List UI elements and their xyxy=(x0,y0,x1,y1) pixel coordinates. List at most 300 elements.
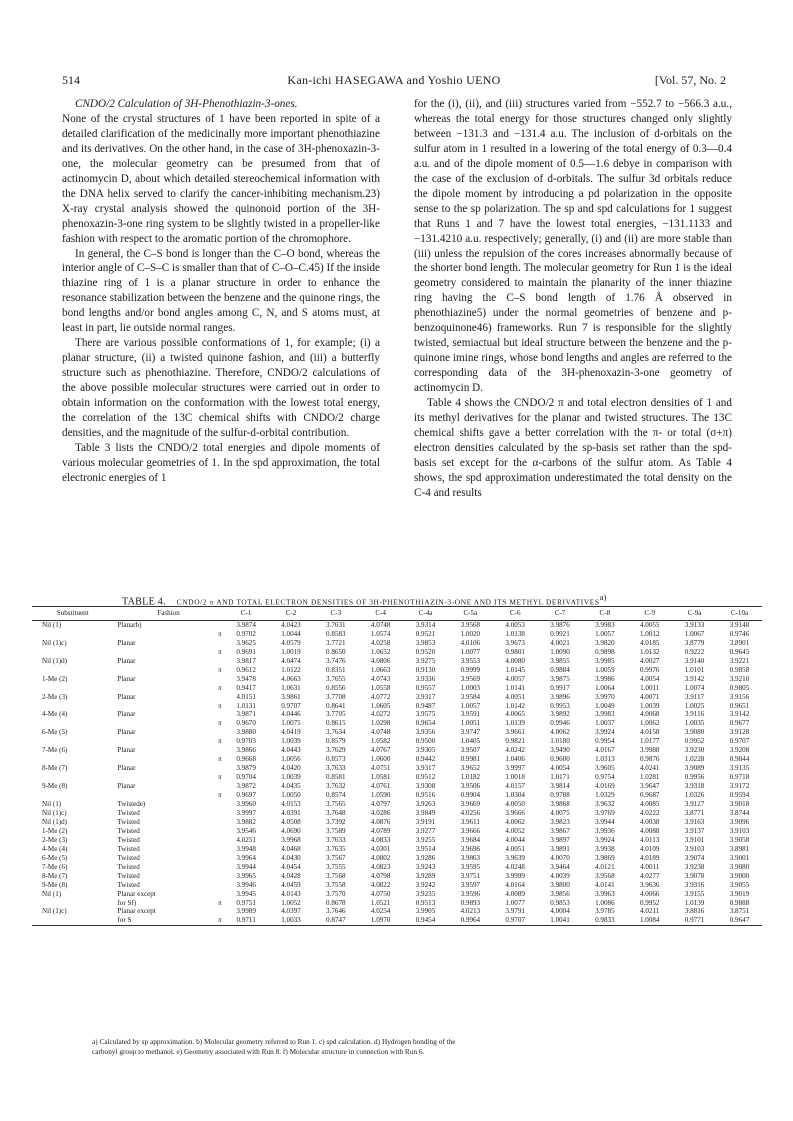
table-cell: 1.0581 xyxy=(370,773,391,782)
table-cell: 3.9872 xyxy=(236,782,256,791)
table-cell xyxy=(211,845,224,854)
table-cell: 0.9821 xyxy=(505,737,525,746)
table-cell: Nil (1)c) xyxy=(42,808,67,817)
table-cell: 1.0281 xyxy=(639,773,660,782)
table-cell: 3.9863 xyxy=(460,853,481,862)
table-cell: 3.9137 xyxy=(684,826,705,835)
table-cell: 3.9058 xyxy=(729,835,750,844)
table-cell: 3.9669 xyxy=(460,800,481,809)
table-cell xyxy=(32,666,113,675)
table-cell: 3.9242 xyxy=(415,880,436,889)
table-cell: 3.9647 xyxy=(639,782,660,791)
table-cell: 3.9255 xyxy=(415,835,436,844)
table-caption-note-mark: a) xyxy=(599,592,607,602)
table-cell: 0.9222 xyxy=(684,647,705,656)
table-cell: 1.0090 xyxy=(550,647,570,656)
table-cell xyxy=(113,702,210,711)
table-cell xyxy=(211,764,224,773)
table-cell: 0.9833 xyxy=(595,916,615,925)
table-cell: 4.0833 xyxy=(370,835,391,844)
table-cell xyxy=(211,657,224,666)
table-cell: Nil (1)c) xyxy=(42,638,67,647)
table-cell: 3.9876 xyxy=(550,620,570,629)
table-cell: 4.0428 xyxy=(281,871,301,880)
table-cell: 1.0139 xyxy=(505,719,525,728)
table-cell: 3.9924 xyxy=(595,835,615,844)
table-cell: 0.9801 xyxy=(505,647,525,656)
table-cell: 3.7631 xyxy=(326,620,346,629)
table-cell: 1.0329 xyxy=(595,791,615,800)
table-cell xyxy=(211,728,224,737)
table-cell: 1.0521 xyxy=(370,898,391,907)
table-cell: 4.0420 xyxy=(281,764,301,773)
table-cell: 4.0750 xyxy=(370,889,391,898)
table-cell: 0.9981 xyxy=(460,755,481,764)
table-cell: 4.0143 xyxy=(281,889,301,898)
table-cell: 0.9746 xyxy=(729,629,750,638)
table-cell: 3.9103 xyxy=(729,826,750,835)
table-cell: Twisted xyxy=(117,853,140,862)
table-cell: π xyxy=(218,719,222,728)
table-cell: 1.0037 xyxy=(595,719,615,728)
table-cell: 1-Me (2) xyxy=(42,674,68,683)
table-cell: 1.0652 xyxy=(370,647,391,656)
table-cell: 2-Me (3) xyxy=(42,835,68,844)
table-cell: 3.9800 xyxy=(550,880,570,889)
table-cell: 3.9514 xyxy=(415,844,436,853)
table-cell: 4.0089 xyxy=(505,889,525,898)
table-row xyxy=(32,773,762,782)
table-cell xyxy=(211,890,224,899)
table-cell: 0.8650 xyxy=(326,647,346,656)
table-cell: 4.0419 xyxy=(281,728,301,737)
table-cell xyxy=(211,782,224,791)
table-cell: 4.0070 xyxy=(550,853,570,862)
table-cell: 0.9954 xyxy=(595,737,615,746)
table-cell: 4.0088 xyxy=(639,826,660,835)
table-cell: 1.0074 xyxy=(684,683,705,692)
table-cell: Planarb) xyxy=(117,620,142,629)
column-header: C-4a xyxy=(418,609,433,617)
table-row xyxy=(32,818,762,827)
table-header-row xyxy=(32,607,762,621)
table-cell: 4.0286 xyxy=(370,808,391,817)
table-cell: 1.0062 xyxy=(639,719,660,728)
table-caption-title: CNDO/2 π AND TOTAL ELECTRON DENSITIES OF 3H-PHENOTHIAZIN-3-ONE AND ITS METHYL DERIVATIVES xyxy=(176,597,600,607)
table-cell: Twisted xyxy=(117,880,140,889)
table-cell: 3.9986 xyxy=(595,674,615,683)
table-cell: 4.0423 xyxy=(281,620,301,629)
column-header: C-7 xyxy=(554,609,566,617)
table-cell: 3.9478 xyxy=(236,674,256,683)
table-cell: 0.9512 xyxy=(415,773,436,782)
table-cell: 1-Me (2) xyxy=(42,826,68,835)
section-heading: CNDO/2 Calculation of 3H-Phenothiazin-3-ones. xyxy=(75,98,298,110)
table-footnotes xyxy=(92,1037,732,1056)
running-authors: Kan-ichi HASEGAWA and Yoshio UENO xyxy=(287,73,501,87)
table-cell: π xyxy=(218,647,222,656)
paragraph: for the (i), (ii), and (iii) structures varied from −552.7 to −566.3 a.u., whereas the total energy for those structures changed only slightly between −131.3 and −131.4 a.u. The inclusion of d-orbitals on the sulfur atom in 1 resulted in a lowering of the total energy of 0.3—0.4 a.u. and of the dipole moment of 0.5—1.6 debye in comparison with the case of the exclusion of d-orbitals. The sulfur 3d orbitals reduce the dipole moment by introducing a pd polarization in the opposite sense to the sp polarization. The sp and spd calculations for 1 suggest that Runs 1 and 7 have the lowest total energies, −131.1133 and −131.4210 a.u. respectively; generally, (i) and (ii) are more stable than (iii) unless the repulsion of the cores increases abnormally because of the shorter bond length. The molecular geometry for Run 1 is the ideal geometry considered to maintain the planarity of the inner thiazine ring having the C–S bond length of 1.76 Å observed in phenothiazine5) under the normal geometries of benzene and p-benzoquinone46) frameworks. Run 7 is responsible for the slightly twisted, semiactual but ideal structure between the benzene and the p-quinone imine rings, whose bond lengths and angles are referred to the corresponding data of the 3H-phenoxazin-3-one geometry of actinomycin D. xyxy=(414,98,732,395)
table-cell: 1.0132 xyxy=(639,647,660,656)
table-cell: 3.8816 xyxy=(684,907,705,916)
table-cell: 4.0241 xyxy=(639,764,660,773)
table-cell: 0.8556 xyxy=(326,683,346,692)
table-cell xyxy=(113,773,210,782)
table-cell: 3.9875 xyxy=(550,674,570,683)
table-cell: 1.0605 xyxy=(370,701,391,710)
table-cell: 3.9596 xyxy=(460,889,481,898)
table-cell: 0.9956 xyxy=(684,773,705,782)
table-cell: 3.9316 xyxy=(684,880,705,889)
table-cell: 0.9647 xyxy=(729,916,750,925)
table-row xyxy=(32,890,762,899)
table-cell: 3.7565 xyxy=(326,800,346,809)
table-cell: 3.9275 xyxy=(415,656,436,665)
table-cell: 3.9210 xyxy=(729,674,750,683)
table-cell: 4.0211 xyxy=(640,907,660,916)
table-cell: Nil (1)d) xyxy=(42,817,68,826)
table-cell: 1.0142 xyxy=(505,701,525,710)
table-cell: Twisted xyxy=(117,862,140,871)
table-cell xyxy=(211,836,224,845)
table-cell: 0.9130 xyxy=(415,665,436,674)
table-cell: 4.0157 xyxy=(505,782,525,791)
table-cell: 4.0109 xyxy=(639,844,660,853)
table-cell: 1.0025 xyxy=(684,701,705,710)
table-cell: 0.9788 xyxy=(550,791,570,800)
table-cell: 3.9142 xyxy=(684,674,705,683)
table-cell: 1.0057 xyxy=(595,629,615,638)
table-cell: Twisted xyxy=(117,808,140,817)
table-cell xyxy=(211,907,224,916)
table-row xyxy=(32,836,762,845)
table-cell: 0.9952 xyxy=(684,737,705,746)
table-cell: 3.9997 xyxy=(236,808,256,817)
table-cell: 1.0138 xyxy=(505,629,525,638)
table-cell: 3.9156 xyxy=(729,692,750,701)
table-cell: 3.9960 xyxy=(236,800,256,809)
paragraph: In general, the C–S bond is longer than the C–O bond, whereas the interior angle of C–S–C is smaller than that of C–O–C.45) If the inside thiazine ring of 1 is a planar structure in order to enhance the resonance stabilization between the benzene and the quinone rings, the bond lengths and/or bond angles among C, N, and S atoms must, at least in part, lie outside normal ranges. xyxy=(62,247,380,335)
table-cell: 1.0003 xyxy=(460,683,481,692)
table-cell xyxy=(211,800,224,809)
table-caption-label: TABLE 4. xyxy=(122,596,166,608)
table-cell: 4.0169 xyxy=(595,782,615,791)
column-header: Fashion xyxy=(157,609,180,617)
table-cell: 3.9666 xyxy=(505,808,525,817)
table-cell: 0.9697 xyxy=(236,791,256,800)
table-cell: 3.9983 xyxy=(595,710,615,719)
table-cell: 3.7392 xyxy=(326,817,346,826)
table-cell: 3.9666 xyxy=(460,826,481,835)
table-row xyxy=(32,693,762,702)
table-cell: 3.9096 xyxy=(729,817,750,826)
table-cell: 3.9696 xyxy=(460,844,481,853)
table-cell: 0.9805 xyxy=(729,683,750,692)
table-cell: 3.7567 xyxy=(326,853,346,862)
table-cell: Planar xyxy=(117,674,136,683)
table-cell: 4.0050 xyxy=(505,800,525,809)
paragraph: None of the crystal structures of 1 have been reported in spite of a detailed clarification of the medicinally more important phenothiazine and its derivatives. On the other hand, in the case of 3H-phenoxazin-3-one, the molecular geometry can be presumed from that of actinomycin D, about which detailed stereochemical information with the DNA helix served to clarify the cancer-inhibiting mechanism.23) X-ray crystal analysis showed the quinonoid portion of the 3H-phenoxazin-3-one ring system to be slightly twisted in a propeller-like fashion with respect to the aromatic portion of the chromophore. xyxy=(62,112,380,245)
table-cell: 4.0053 xyxy=(505,620,525,629)
table-cell xyxy=(211,827,224,836)
table-cell: 4.0071 xyxy=(639,692,660,701)
table-cell: Twisted xyxy=(117,817,140,826)
table-cell: 4.0057 xyxy=(505,674,525,683)
table-cell: 3.7632 xyxy=(326,782,346,791)
table-cell: 3.9490 xyxy=(550,746,570,755)
table-cell: 1.0064 xyxy=(595,683,615,692)
table-cell: 3.9055 xyxy=(729,880,750,889)
table-cell: 3.9948 xyxy=(236,844,256,853)
table-cell: 4.0806 xyxy=(370,656,391,665)
table-cell: 4.0748 xyxy=(370,728,391,737)
table-cell: 1.0182 xyxy=(460,773,481,782)
table-cell: 0.9651 xyxy=(729,701,750,710)
table-cell: 4.0258 xyxy=(370,638,391,647)
table-cell: 1.0145 xyxy=(505,665,525,674)
table-cell xyxy=(32,737,113,746)
table-cell: 3.9019 xyxy=(729,889,750,898)
table-cell: 4.0113 xyxy=(640,835,660,844)
table-cell: 3.9103 xyxy=(684,844,705,853)
table-cell: 3.9989 xyxy=(236,907,256,916)
table-cell: 0.9704 xyxy=(236,773,256,782)
table-body xyxy=(32,620,762,925)
table-cell: 0.9711 xyxy=(236,916,256,925)
table-cell: 0.9751 xyxy=(236,898,256,907)
table-cell: Nil (1) xyxy=(42,800,62,809)
table-cell: 3.9591 xyxy=(460,710,481,719)
table-cell: 3.9314 xyxy=(415,620,436,629)
table-cell: 3.9506 xyxy=(460,782,481,791)
table-cell: 1.0313 xyxy=(595,755,615,764)
table-cell: 3.9191 xyxy=(415,817,436,826)
table-cell: Planar xyxy=(117,710,136,719)
table-cell: 4.0823 xyxy=(370,862,391,871)
table-cell: 0.9594 xyxy=(729,791,750,800)
table-cell: 3.9823 xyxy=(550,817,570,826)
table-cell: 3.9575 xyxy=(415,710,436,719)
table-cell: 3.8901 xyxy=(729,638,750,647)
table-cell: 3.7634 xyxy=(326,728,346,737)
table-cell: 4.0213 xyxy=(460,907,481,916)
table-cell: 0.8351 xyxy=(326,665,346,674)
table-cell: 4.0789 xyxy=(370,826,391,835)
table-cell: 0.9687 xyxy=(639,791,660,800)
table-cell xyxy=(113,648,210,657)
column-header: C-3 xyxy=(330,609,342,617)
table-cell: π xyxy=(218,737,222,746)
table-row xyxy=(32,764,762,773)
table-cell: 4.0062 xyxy=(550,728,570,737)
table-cell: 1.0049 xyxy=(595,701,615,710)
table-cell: 3.9869 xyxy=(595,853,615,862)
table-cell: 3.7721 xyxy=(326,638,346,647)
table-cell: 3.9595 xyxy=(460,862,481,871)
table-cell: 3.9874 xyxy=(236,620,256,629)
table-cell: 3.9944 xyxy=(595,817,615,826)
table-cell xyxy=(32,916,113,925)
table-cell: 3.9101 xyxy=(684,835,705,844)
table-cell: 1.0041 xyxy=(550,916,570,925)
table-cell: 3.9856 xyxy=(550,889,570,898)
table-cell: 1.0057 xyxy=(460,701,481,710)
table-cell: 4.0051 xyxy=(505,692,525,701)
table-cell: 0.9487 xyxy=(415,701,436,710)
table-cell: 3.9652 xyxy=(460,764,481,773)
table-cell: 0.9557 xyxy=(415,683,436,692)
table-row xyxy=(32,827,762,836)
table-cell: 4.0038 xyxy=(639,817,660,826)
table-row xyxy=(32,719,762,728)
table-cell: 4.0443 xyxy=(281,746,301,755)
table-cell: 3.9625 xyxy=(236,638,256,647)
table-cell: 3.9855 xyxy=(550,656,570,665)
table-cell: 1.0171 xyxy=(550,773,570,782)
table-cell: 1.0020 xyxy=(460,629,481,638)
table-cell: 4.0066 xyxy=(639,889,660,898)
table-cell: 0.9600 xyxy=(550,755,570,764)
table-cell: 0.9893 xyxy=(460,898,481,907)
table-cell: Planar xyxy=(117,764,136,773)
table-cell: 4.0761 xyxy=(370,782,391,791)
table-cell: 3.9230 xyxy=(684,746,705,755)
table-cell: 3.7635 xyxy=(326,844,346,853)
table-cell: for Sf) xyxy=(117,898,137,907)
table-cell: 0.9516 xyxy=(415,791,436,800)
table-cell: 4.0062 xyxy=(505,817,525,826)
table-cell: 0.9707 xyxy=(729,737,750,746)
table-cell: 4.0189 xyxy=(639,853,660,862)
table-cell: 4.0085 xyxy=(639,800,660,809)
table-cell xyxy=(211,639,224,648)
table-cell: 0.9754 xyxy=(595,773,615,782)
table-cell: 4.0251 xyxy=(236,835,256,844)
table-cell: 3.9997 xyxy=(505,764,525,773)
table-cell: 4.0185 xyxy=(639,638,660,647)
table-cell: 3.9116 xyxy=(684,710,705,719)
table-cell: 3.9820 xyxy=(595,638,615,647)
table-cell: 1.0018 xyxy=(505,773,525,782)
table-cell: 0.9442 xyxy=(415,755,436,764)
table-cell: 3.9896 xyxy=(550,692,570,701)
table-cell: 4.0301 xyxy=(370,844,391,853)
table-cell: 3.9000 xyxy=(729,871,750,880)
table-cell: 0.8581 xyxy=(326,773,346,782)
table-cell: 3.9277 xyxy=(415,826,436,835)
table-cell: 0.9888 xyxy=(729,898,750,907)
table-cell: 0.9964 xyxy=(460,916,481,925)
table-cell: 3.7633 xyxy=(326,835,346,844)
table-row xyxy=(32,684,762,693)
table-cell: 4.0748 xyxy=(370,620,391,629)
footnote-line: a) Calculated by sp approximation. b) Molecular geometry referred to Run 1. c) spd calculation. d) Hydrogen bonding of the xyxy=(92,1037,456,1046)
table-cell: 3.9318 xyxy=(684,782,705,791)
table-cell xyxy=(113,719,210,728)
table-cell: 4.0106 xyxy=(460,638,481,647)
table-cell: 1.0051 xyxy=(460,719,481,728)
column-header: C-4 xyxy=(375,609,386,617)
table-cell: 4.0055 xyxy=(639,620,660,629)
table-cell: 1.0101 xyxy=(684,665,705,674)
table-cell: 4.0391 xyxy=(281,808,301,817)
table-cell: for S xyxy=(117,916,132,925)
table-cell: 3.9891 xyxy=(550,844,570,853)
table-cell: 3.9080 xyxy=(684,728,705,737)
table-cell: 1.0052 xyxy=(281,898,301,907)
table-cell: 1.0012 xyxy=(639,629,660,638)
table-cell: 3.9336 xyxy=(415,674,436,683)
table-cell: 3.9080 xyxy=(729,862,750,871)
table-cell: 4.0474 xyxy=(281,656,301,665)
table-cell: 4.0052 xyxy=(505,826,525,835)
table-cell: 3.9308 xyxy=(415,782,436,791)
table-cell: Planar xyxy=(117,746,136,755)
table-cell: 4.0021 xyxy=(550,638,570,647)
table-cell: 0.9500 xyxy=(415,737,436,746)
table-cell: 1.0970 xyxy=(370,916,391,925)
table-cell: Twistede) xyxy=(117,800,146,809)
table-cell: 1.0039 xyxy=(281,773,301,782)
table-cell: 0.9953 xyxy=(550,701,570,710)
table-cell xyxy=(113,666,210,675)
table-cell: 0.9707 xyxy=(505,916,525,925)
paragraph: Table 4 shows the CNDO/2 π and total electron densities of 1 and its methyl derivatives for the planar and twisted structures. The 13C chemical shifts gave a better correlation with the π- or total (σ+π) electron densities calculated by the sp-basis set rather than the spd-basis set except for the α-carbons of the sulfur atom. As Table 4 shows, the spd approximation underestimated the total density on the C-4 and results xyxy=(414,397,732,499)
table-cell: 3.9001 xyxy=(729,853,750,862)
table-cell xyxy=(211,809,224,818)
table-cell: 3.7589 xyxy=(326,826,346,835)
table-cell: 3.8779 xyxy=(684,638,705,647)
table-cell: 4.0822 xyxy=(370,880,391,889)
table-cell: 1.0075 xyxy=(281,719,301,728)
table-row xyxy=(32,881,762,890)
table-cell: 1.0056 xyxy=(281,755,301,764)
table-cell: 4.0446 xyxy=(281,710,301,719)
table-row xyxy=(32,648,762,657)
table-cell: 3.8751 xyxy=(729,907,750,916)
table-cell xyxy=(32,773,113,782)
table-cell: 3.9636 xyxy=(639,880,660,889)
table-cell: 3.9867 xyxy=(550,826,570,835)
table-cell: 3.7558 xyxy=(326,880,346,889)
table-cell: 0.9952 xyxy=(639,898,660,907)
table-cell: 4.0663 xyxy=(281,674,301,683)
table-cell: 1.0590 xyxy=(370,791,391,800)
table-cell: 3.9243 xyxy=(415,862,436,871)
table-cell: 0.8573 xyxy=(326,755,346,764)
table-cell: 3.7570 xyxy=(326,889,346,898)
table-cell: 3.9946 xyxy=(236,880,256,889)
table-cell xyxy=(32,791,113,800)
table-cell: 4.0222 xyxy=(639,808,660,817)
table-row xyxy=(32,737,762,746)
table-cell: 1.0122 xyxy=(281,665,301,674)
table-cell xyxy=(32,630,113,639)
table-cell: 3.7705 xyxy=(326,710,346,719)
table-cell: 3.9945 xyxy=(236,889,256,898)
table-cell: 3.9785 xyxy=(595,907,615,916)
table-cell: π xyxy=(218,755,222,764)
table-cell: 3.9849 xyxy=(415,808,436,817)
table-cell: 3.9882 xyxy=(236,817,256,826)
table-cell: 3.7646 xyxy=(326,907,346,916)
table-cell: 1.0405 xyxy=(460,737,481,746)
table-cell: 3.9135 xyxy=(729,764,750,773)
table-cell: 1.0663 xyxy=(370,665,391,674)
table-cell: π xyxy=(218,683,222,692)
table-cell: 3.9597 xyxy=(460,880,481,889)
table-cell xyxy=(211,675,224,684)
